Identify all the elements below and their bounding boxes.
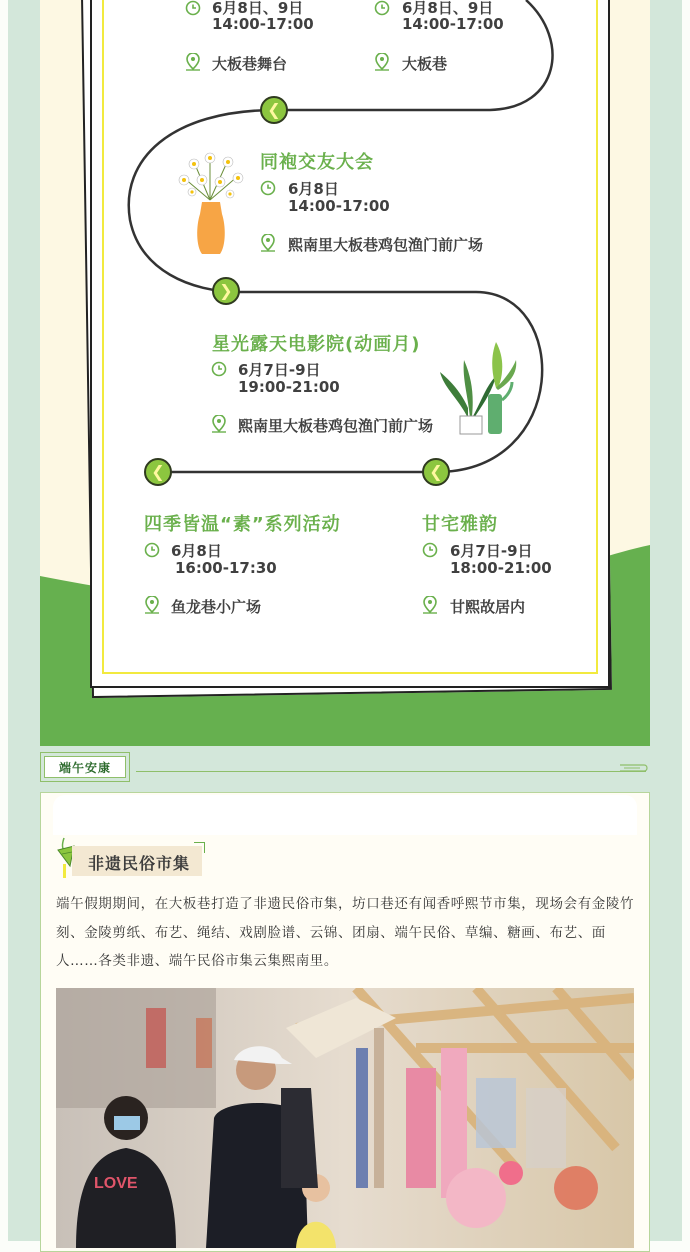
event-6-time: 18:00-21:00: [450, 559, 552, 577]
flower-vase-icon: [174, 150, 246, 258]
market-photo: [56, 988, 634, 1248]
subtitle-corner: [194, 842, 205, 853]
event-6-place: 甘熙故居内: [450, 598, 526, 616]
event-4-time: 19:00-21:00: [238, 378, 340, 396]
event-3-place: 熙南里大板巷鸡包渔门前广场: [288, 236, 484, 254]
activity-poster: [40, 0, 650, 746]
clock-icon: [374, 0, 390, 16]
event-1-time: 14:00-17:00: [212, 15, 314, 33]
event-4-title: 星光露天电影院(动画月): [212, 334, 421, 355]
event-4-place: 熙南里大板巷鸡包渔门前广场: [238, 417, 434, 435]
event-5-time: 16:00-17:30: [175, 559, 277, 577]
event-4-date: 6月7日-9日: [238, 361, 321, 379]
event-2-place: 大板巷: [402, 55, 448, 73]
location-pin-icon: [211, 415, 227, 433]
location-pin-icon: [374, 53, 390, 71]
event-5-place: 鱼龙巷小广场: [171, 598, 262, 616]
potted-plant-icon: [438, 338, 518, 436]
scroll-decoration-icon: [618, 761, 648, 775]
event-5-title: 四季皆温“素”系列活动: [144, 514, 341, 535]
article-subtitle: 非遗民俗市集: [88, 854, 191, 873]
clock-icon: [185, 0, 201, 16]
event-1-date: 6月8日、9日: [212, 0, 304, 17]
section-tag-label: 端午安康: [58, 760, 111, 775]
clock-icon: [211, 361, 227, 377]
event-1-place: 大板巷舞台: [212, 55, 288, 73]
left-page-edge: [0, 0, 8, 1241]
event-5-date: 6月8日: [171, 542, 222, 560]
event-3-title: 同袍交友大会: [260, 152, 374, 173]
event-3-time: 14:00-17:00: [288, 197, 390, 215]
arrow-left-icon: ❮: [422, 458, 450, 486]
article-paragraph: 端午假期期间，在大板巷打造了非遗民俗市集，坊口巷还有闻香呼熙节市集，现场会有金陵竹刻、金陵剪纸、布艺、绳结、戏剧脸谱、云锦、团扇、端午民俗、草编、糖画、布艺、面人……各类非遗、端午民俗市集云集熙南里。: [56, 896, 635, 969]
arrow-right-icon: ❯: [212, 277, 240, 305]
svg-text:LOVE: LOVE: [94, 1175, 138, 1192]
event-6-date: 6月7日-9日: [450, 542, 533, 560]
clock-icon: [260, 180, 276, 196]
event-6-title: 甘宅雅韵: [422, 514, 498, 535]
right-page-edge: [682, 0, 690, 1241]
event-2-time: 14:00-17:00: [402, 15, 504, 33]
event-2-date: 6月8日、9日: [402, 0, 494, 17]
location-pin-icon: [422, 596, 438, 614]
clock-icon: [422, 542, 438, 558]
section-tag: [40, 752, 130, 782]
location-pin-icon: [185, 53, 201, 71]
arrow-left-icon: ❮: [144, 458, 172, 486]
clock-icon: [144, 542, 160, 558]
event-3-date: 6月8日: [288, 180, 339, 198]
location-pin-icon: [144, 596, 160, 614]
route-path: [40, 0, 650, 746]
arrow-left-icon: ❮: [260, 96, 288, 124]
location-pin-icon: [260, 234, 276, 252]
section-divider: [136, 771, 646, 772]
